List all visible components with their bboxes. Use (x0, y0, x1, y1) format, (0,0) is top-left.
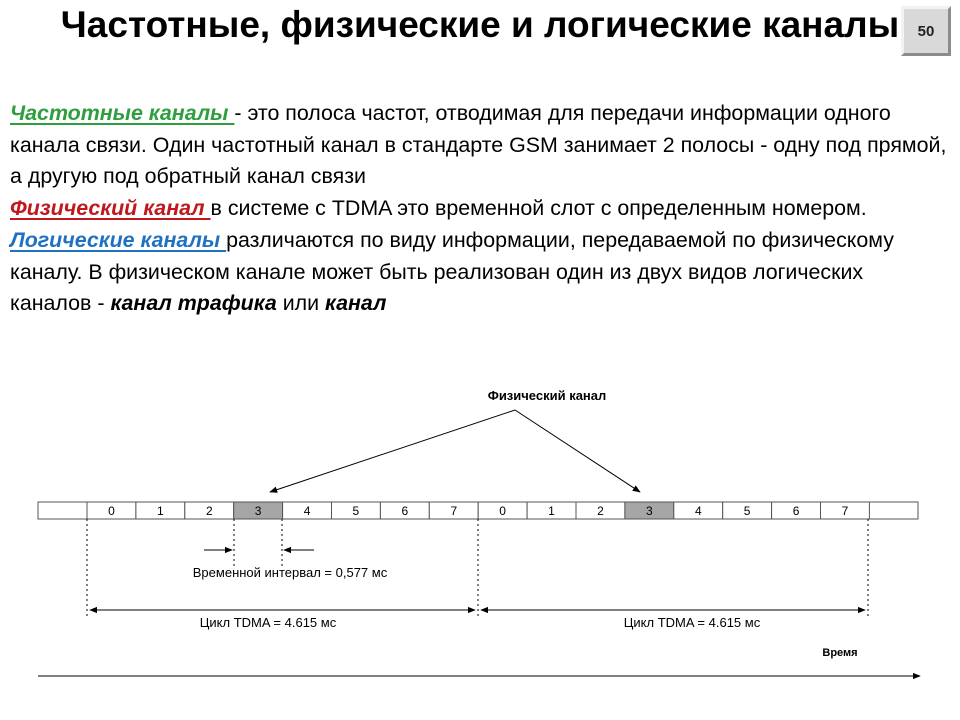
slot-number: 2 (597, 504, 604, 518)
slide-body (10, 98, 950, 320)
slot-number: 6 (401, 504, 409, 518)
slot-number: 4 (303, 504, 311, 518)
arrow-to-slot-2 (515, 410, 640, 492)
cycle-label-2: Цикл TDMA = 4.615 мс (623, 615, 761, 630)
term-physical-channel: Физический канал (10, 196, 211, 221)
paragraph-logical-channels (10, 225, 950, 320)
physical-channel-label: Физический канал (487, 388, 607, 403)
text-physical-channel: в системе с TDMA это временной слот с определенным номером. (210, 196, 867, 221)
time-label: Время (822, 647, 858, 659)
tdma-diagram (0, 380, 960, 690)
slot-number: 2 (205, 504, 213, 518)
slot-number: 3 (254, 504, 262, 518)
slot-number: 5 (352, 504, 360, 518)
frame-bar (38, 502, 918, 519)
term-logical-channels: Логические каналы (10, 227, 227, 252)
term-channel: канал (325, 291, 387, 316)
slot-number: 7 (450, 504, 458, 518)
cycle-label-1: Цикл TDMA = 4.615 мс (199, 615, 337, 630)
interval-label: Временной интервал = 0,577 мс (192, 565, 388, 580)
arrow-to-slot-1 (270, 410, 515, 492)
term-frequency-channels: Частотные каналы (10, 101, 235, 125)
slide-number-badge: 50 (901, 6, 951, 56)
slot-number: 4 (694, 504, 702, 518)
slot-number: 0 (499, 504, 506, 518)
slot-number: 6 (792, 504, 800, 518)
slot-number: 3 (646, 504, 653, 518)
text-frequency-channels: - это полоса частот, отводимая для передачи информации одного канала связи. Один частотный канал в стандарте GSM занимает 2 полосы - одну под прямой, а другую под обратный канал связи (10, 101, 947, 189)
term-traffic-channel: канал трафика (110, 291, 277, 316)
paragraph-physical-channel (10, 193, 950, 225)
paragraph-frequency-channels (10, 98, 950, 193)
slide-title: Частотные, физические и логические каналы (60, 4, 900, 45)
text-logical-channels: различаются по виду информации, передаваемой по физическому каналу. В физическом канале может быть реализован один из двух видов логических каналов - (10, 227, 894, 316)
slot-number: 1 (548, 504, 555, 518)
slot-number: 5 (743, 504, 751, 518)
slot-number: 7 (841, 504, 849, 518)
text-or: или (276, 291, 326, 316)
slot-number: 1 (156, 504, 164, 518)
slot-number: 0 (108, 504, 115, 518)
